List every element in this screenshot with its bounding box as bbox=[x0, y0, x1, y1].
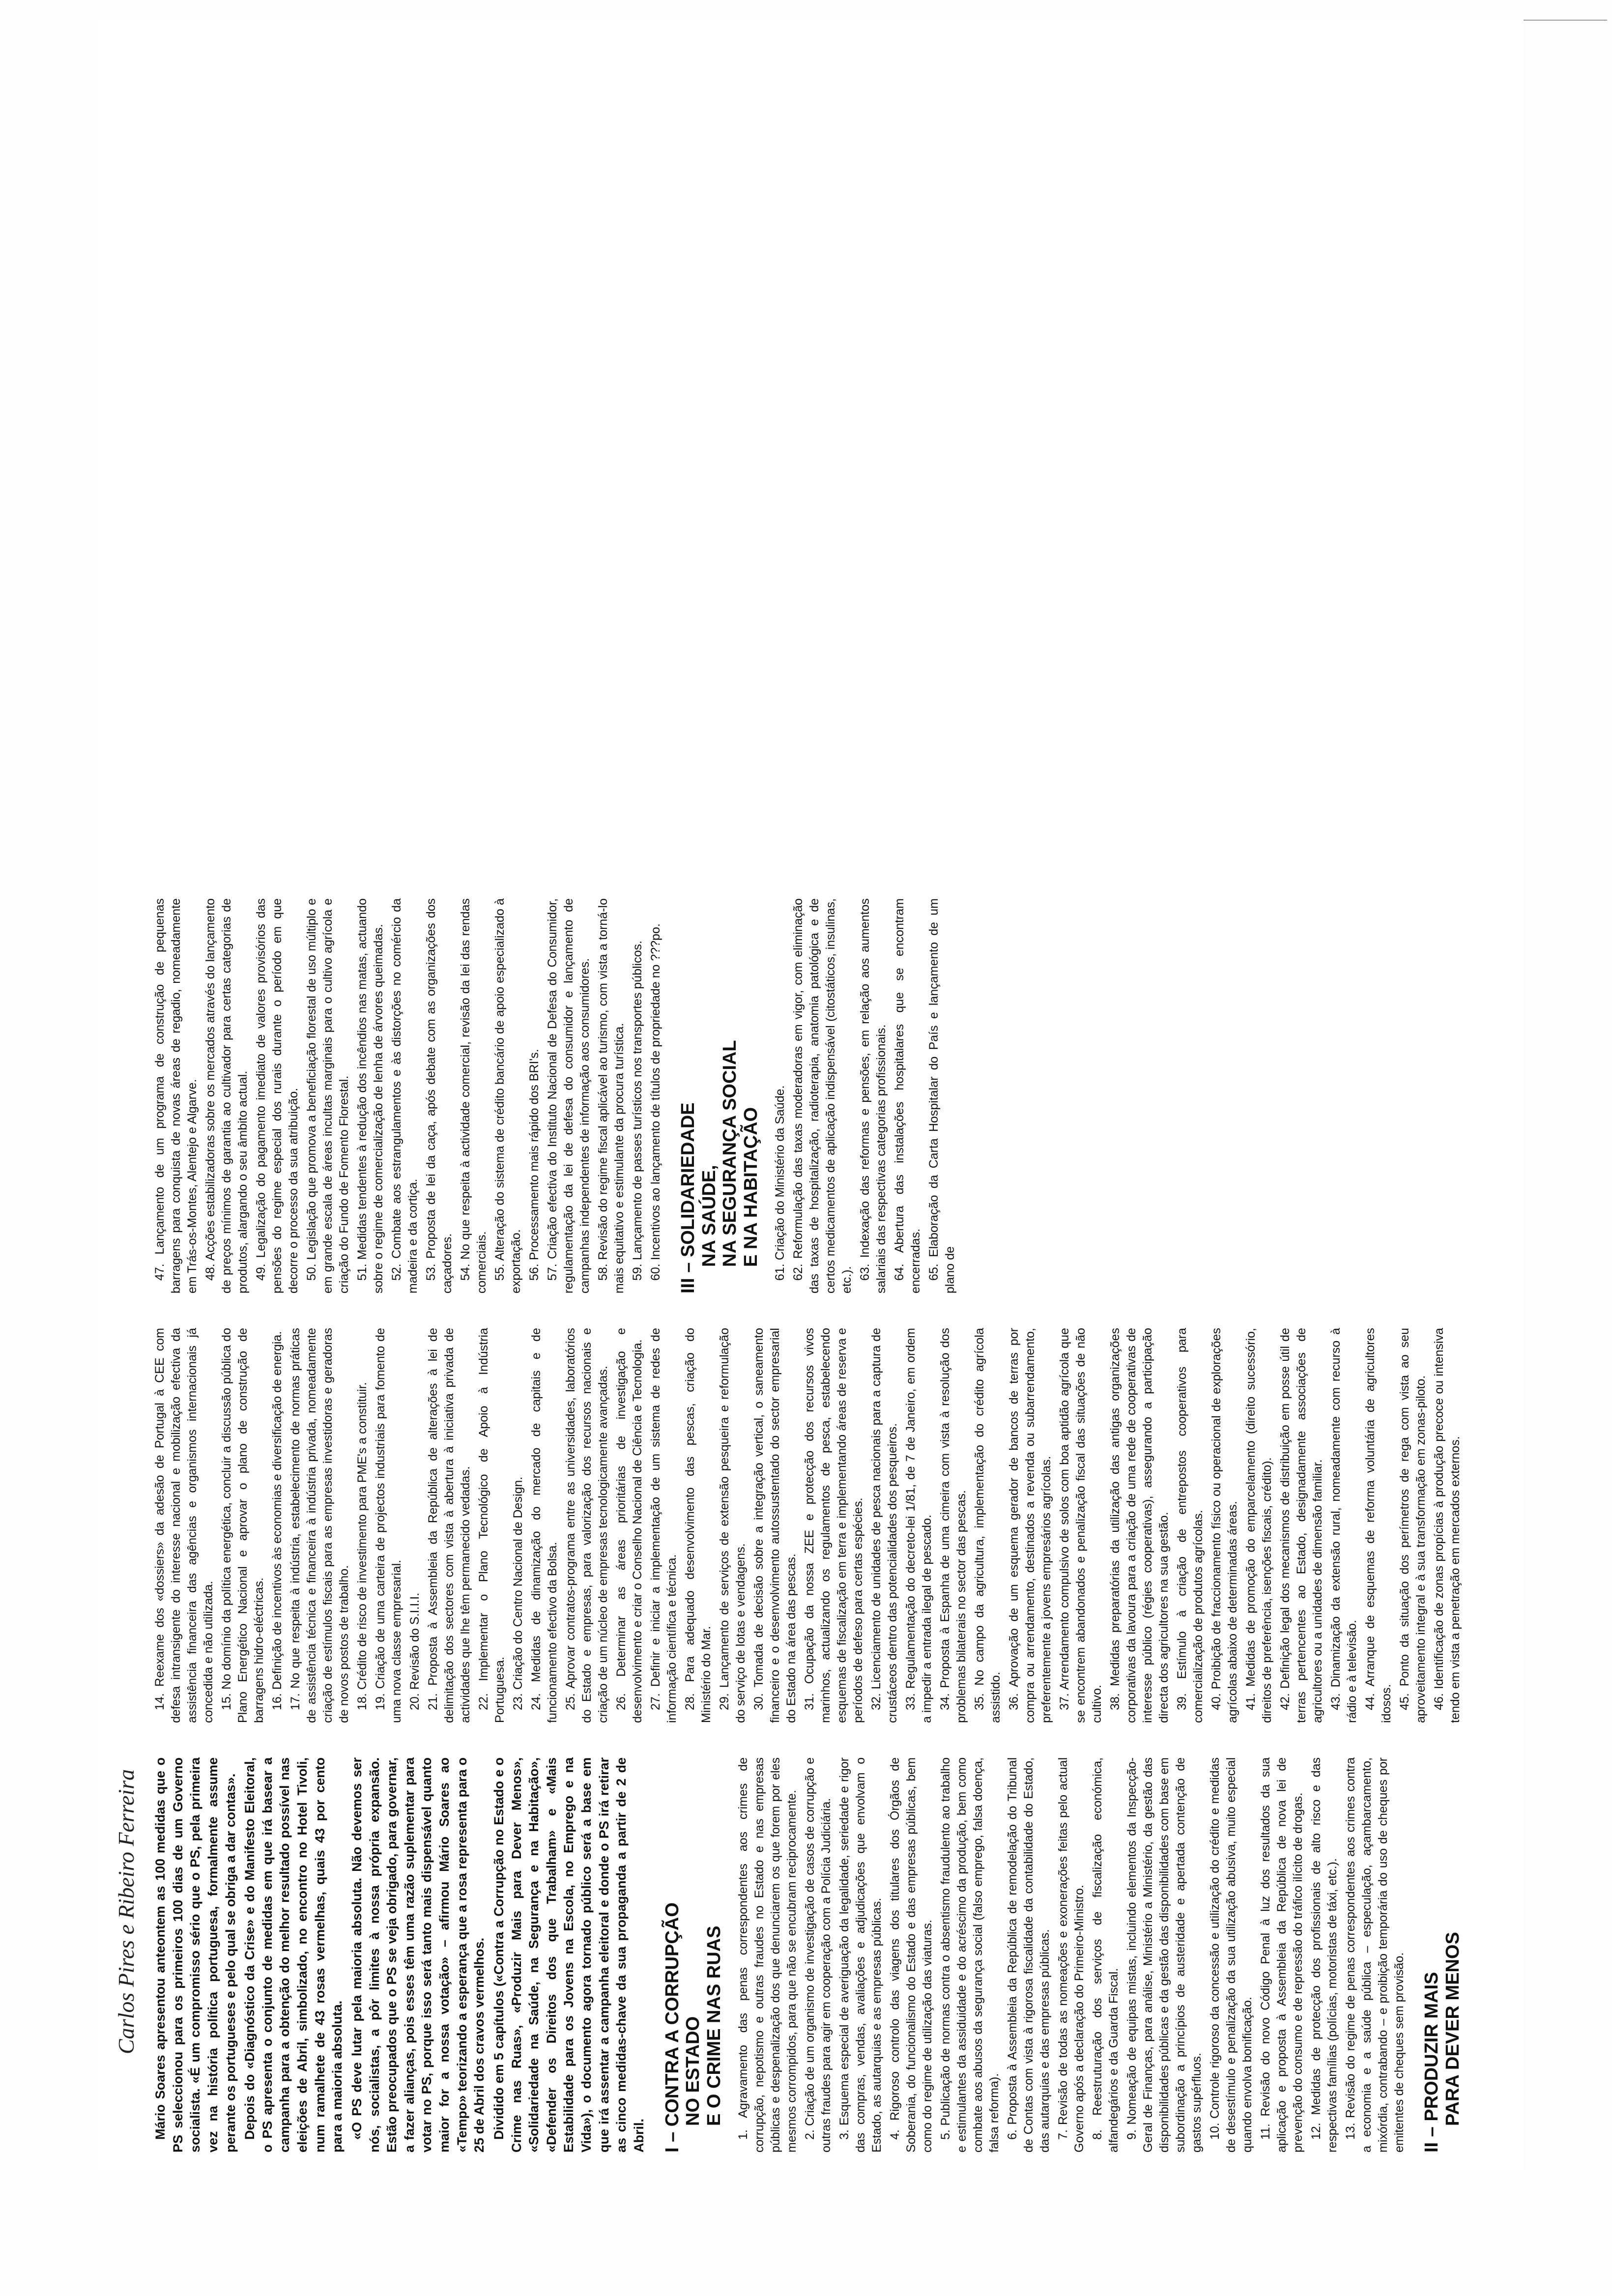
section-heading-2 bbox=[1421, 1757, 1463, 2152]
section-heading-1 bbox=[662, 1757, 725, 2152]
section-heading-line: I – CONTRA A CORRUPÇÃO bbox=[662, 1902, 683, 2152]
measure-item: 60. Incentivos ao lançamento de títulos de propriedade no ???po. bbox=[649, 923, 662, 1281]
measure-item: 19. Criação de uma carteira de projectos industriais para fomento de uma nova classe empresarial. bbox=[374, 1328, 403, 1723]
measure-item: 20. Revisão do S.I.I.I. bbox=[408, 1592, 422, 1710]
measure-item: 26. Determinar as áreas prioritárias de investigação e desenvolvimento e criar o Conselho Nacional de Ciência e Tecnologia. bbox=[614, 1328, 644, 1723]
measure-item: 58. Revisão do regime fiscal aplicável ao turismo, com vista a torná-lo mais equitativo e estimulante da procura turística. bbox=[596, 898, 626, 1293]
measure-item: 27. Definir e iniciar a implementação de um sistema de redes de informação científica e técnica. bbox=[649, 1328, 679, 1723]
measure-item: 56. Processamento mais rápido dos BRI's. bbox=[527, 1049, 541, 1281]
measure-item: 28. Para adequado desenvolvimento das pescas, criação do Ministério do Mar. bbox=[683, 1328, 713, 1723]
article-lead bbox=[152, 1757, 648, 2152]
newspaper-article bbox=[98, 20, 1524, 2172]
article-columns bbox=[152, 39, 1489, 2152]
measure-item: 42. Definição legal dos mecanismos de distribuição em posse útil de terras pertencentes ao Estado, designadamente associações de agricultores ou a unidades de dimensão familiar. bbox=[1278, 1328, 1324, 1723]
measure-item: 8. Reestruturação dos serviços de fiscalização económica, alfandegários e da Guarda Fiscal. bbox=[1091, 1757, 1121, 2152]
measure-item: 11. Revisão do novo Código Penal à luz dos resultados da sua aplicação e proposta à Assembleia da República de nova lei de prevenção do consumo e de repressão do tráfico ilícito de drogas. bbox=[1259, 1757, 1305, 2152]
measure-item: 10. Controle rigoroso da concessão e utilização do crédito e medidas de desestímulo e penalização da sua utilização abusiva, muito especial quando envolva bonificação. bbox=[1208, 1757, 1255, 2152]
measure-item: 59. Lançamento de passes turísticos nos transportes públicos. bbox=[631, 940, 644, 1281]
measure-item: 49. Legalização do pagamento imediato de valores provisórios das pensões do regime especial dos rurais durante o período em que decorre o processo da sua atribuição. bbox=[254, 898, 300, 1293]
measure-item: 14. Reexame dos «dossiers» da adesão de Portugal à CEE com defesa intransigente do interesse nacional e mobilização efectiva da assistência financeira das agências e organismos internacionais já concedida e não utilizada. bbox=[153, 1328, 215, 1723]
article-byline: Carlos Pires e Ribeiro Ferreira bbox=[114, 1769, 139, 2054]
measure-item: 1. Agravamento das penas correspondentes aos crimes de corrupção, nepotismo e outras fraudes no Estado e nas empresas públicas e despenalização dos que denunciarem os que forem por eles mesmos corrompidos, para que não se encubram reciprocamente. bbox=[736, 1757, 799, 2152]
measure-item: 54. No que respeita à actividade comercial, revisão da lei das rendas comerciais. bbox=[459, 898, 489, 1293]
section-heading-line: NA SEGURANÇA SOCIAL bbox=[720, 1040, 741, 1267]
measure-item: 52. Combate aos estrangulamentos e às distorções no comércio da madeira e da cortiça. bbox=[390, 898, 420, 1293]
measure-item: 6. Proposta à Assembleia da República de remodelação do Tribunal de Contas com vista à rigorosa fiscalidade da contabilidade do Estado, das autarquias e das empresas públicas. bbox=[1006, 1757, 1052, 2152]
section-heading-line: NA SAÚDE, bbox=[698, 1165, 720, 1267]
measure-item: 7. Revisão de todas as nomeações e exonerações feitas pelo actual Governo após a declaração do Primeiro-Ministro. bbox=[1056, 1757, 1087, 2152]
measure-item: 63. Indexação das reformas e pensões, em relação aos aumentos salariais das respectivas categorias profissionais. bbox=[858, 898, 889, 1293]
measure-item: 35. No campo da agricultura, implementação do crédito agrícola assistido. bbox=[973, 1328, 1003, 1723]
measure-item: 30. Tomada de decisão sobre a integração vertical, o saneamento financeiro e o desenvolvimento autossustentado do sector empresarial do Estado na área das pescas. bbox=[752, 1328, 798, 1723]
measure-item: 55. Alteração do sistema de crédito bancário de apoio especializado à exportação. bbox=[493, 898, 523, 1293]
measure-item: 24. Medidas de dinamização do mercado de capitais e de funcionamento efectivo da Bolsa. bbox=[529, 1328, 559, 1723]
measure-item: 61. Criação do Ministério da Saúde. bbox=[773, 1085, 787, 1281]
section-heading-line: E NA HABITAÇÃO bbox=[740, 1107, 761, 1267]
lead-paragraph: «O PS deve lutar pela maioria absoluta. Não devemos ser nós, socialistas, a pôr limites à nossa própria expansão. Estão preocupados que o PS se veja obrigado, para governar, a fazer alianças, pois esses têm uma razão suplementar para votar no PS, porque isso será tanto mais dispensável quanto maior for a nossa votação» – afirmou Mário Soares ao «Tempo» teorizando a esperança que a rosa representa para o 25 de Abril dos cravos vermelhos. bbox=[349, 1757, 487, 2152]
measure-item: 57. Criação efectiva do Instituto Nacional de Defesa do Consumidor, regulamentação da lei de defesa do consumidor e lançamento de campanhas independentes de informação aos consumidores. bbox=[546, 898, 592, 1293]
measure-item: 21. Proposta à Assembleia da República de alterações à lei de delimitação dos sectores com vista à abertura à iniciativa privada de actividades que lhe têm permanecido vedadas. bbox=[426, 1328, 472, 1723]
measure-item: 12. Medidas de protecção dos profissionais de alto risco e das respectivas famílias (polícias, motoristas de táxi, etc.). bbox=[1309, 1757, 1340, 2152]
measure-item: 53. Proposta de lei da caça, após debate com as organizações dos caçadores. bbox=[424, 898, 454, 1293]
measure-item: 65. Elaboração da Carta Hospitalar do País e lançamento de um plano de bbox=[927, 898, 957, 1293]
measure-item: 5. Publicação de normas contra o absentismo fraudulento ao trabalho e estimulantes da assiduidade e do acréscimo da produção, bem como combate aos abusos da segurança social (falso emprego, falsa doença, falsa reforma). bbox=[939, 1757, 1002, 2152]
measure-item: 39. Estímulo à criação de entrepostos cooperativos para comercialização de produtos agrícolas. bbox=[1175, 1328, 1205, 1723]
measure-item: 3. Esquema especial de averiguação da legalidade, seriedade e rigor das compras, vendas, avaliações e adjudicações que envolvam o Estado, as autarquias e as empresas públicas. bbox=[837, 1757, 884, 2152]
measure-item: 33. Regulamentação do decreto-lei 1/81, de 7 de Janeiro, em ordem a impedir a entrada ilegal de pescado. bbox=[904, 1328, 934, 1723]
measure-item: 18. Crédito de risco de investimento para PME's a constituir. bbox=[355, 1382, 369, 1710]
measure-item: 2. Criação de um organismo de investigação de casos de corrupção e outras fraudes para agir em cooperação com a Polícia Judiciária. bbox=[803, 1757, 834, 2152]
measure-item: 34. Proposta à Espanha de uma cimeira com vista à resolução dos problemas bilaterais no sector das pescas. bbox=[938, 1328, 968, 1723]
lead-paragraph: Mário Soares apresentou anteontem as 100 medidas que o PS seleccionou para os primeiros 100 dias de um Governo socialista. «É um compromisso sério que o PS, pela primeira vez na história política portuguesa, formalmente assume perante os portugueses e pelo qual se obriga a dar contas». bbox=[153, 1757, 238, 2152]
measure-item: 62. Reformulação das taxas moderadoras em vigor, com eliminação das taxas de hospitalização, radioterapia, anatomia patológica e de certos medicamentos de aplicação indispensável (citostáticos, insulinas, etc.). bbox=[791, 898, 854, 1293]
section-heading-3 bbox=[678, 898, 761, 1293]
measure-item: 16. Definição de incentivos às economias e diversificação de energia. bbox=[270, 1331, 284, 1710]
measure-item: 17. No que respeita à indústria, estabelecimento de normas práticas de assistência técnica e financeira à indústria privada, nomeadamente criação de estímulos fiscais para as empresas investidoras e geradoras de novos postos de trabalho. bbox=[288, 1328, 351, 1723]
section-heading-line: NO ESTADO bbox=[683, 2016, 704, 2126]
measure-item: 43. Dinamização da extensão rural, nomeadamente com recurso à rádio e à televisão. bbox=[1329, 1328, 1359, 1723]
measure-item: 44. Arranque de esquemas de reforma voluntária de agricultores idosos. bbox=[1363, 1328, 1393, 1723]
section-heading-line: II – PRODUZIR MAIS bbox=[1421, 1972, 1442, 2152]
measure-item: 22. Implementar o Plano Tecnológico de Apoio à Indústria Portuguesa. bbox=[477, 1328, 507, 1723]
measure-item: 13. Revisão do regime de penas correspondentes aos crimes contra a economia e a saúde pública – especulação, açambarcamento, mixórdia, contrabando – e proibição temporária do uso de cheques por emitentes de cheques sem provisão. bbox=[1344, 1757, 1407, 2152]
measure-item: 38. Medidas preparatórias da utilização das antigas organizações corporativas da lavoura para a criação de uma rede de cooperativas de interesse público (régies cooperativas), assegurando a participação directa dos agricultores na sua gestão. bbox=[1108, 1328, 1171, 1723]
section-heading-line: PARA DEVER MENOS bbox=[1442, 1932, 1463, 2126]
measure-item: 46. Identificação de zonas propícias à produção precoce ou intensiva tendo em vista a penetração em mercados externos. bbox=[1432, 1328, 1462, 1723]
measure-item: 29. Lançamento de serviços de extensão pesqueira e reformulação do serviço de lotas e vendagens. bbox=[718, 1328, 748, 1723]
section-heading-line: E O CRIME NAS RUAS bbox=[703, 1925, 724, 2126]
measure-item: 9. Nomeação de equipas mistas, incluindo elementos da Inspecção-Geral de Finanças, para análise, Ministério a Ministério, da gestão das disponibilidades públicas e da gestão das disponibilidades com base em subordinação a princípios de austeridade e apertada contenção de gastos supérfluos. bbox=[1125, 1757, 1204, 2152]
measure-item: 50. Legislação que promova a beneficiação florestal de uso múltiplo e em grande escala de áreas incultas marginais para o cultivo agrícola e criação do Fundo de Fomento Florestal. bbox=[305, 898, 351, 1293]
measure-item: 32. Licenciamento de unidades de pesca nacionais para a captura de crustáceos dentro das potencialidades dos pesqueiros. bbox=[869, 1328, 899, 1723]
measures-list-3 bbox=[772, 898, 958, 1293]
measures-list-1 bbox=[735, 1757, 1408, 2152]
measure-item: 51. Medidas tendentes à redução dos incêndios nas matas, actuando sobre o regime de comercialização de lenha de árvores queimadas. bbox=[355, 898, 385, 1293]
measure-item: 47. Lançamento de um programa de construção de pequenas barragens para conquista de novas áreas de regadio, nomeadamente em Trás-os-Montes, Alentejo e Algarve. bbox=[153, 898, 199, 1293]
lead-paragraph: Depois do «Diagnóstico da Crise» e do Manifesto Eleitoral, o PS apresenta o conjunto de medidas em que irá basear a campanha para a obtenção do melhor resultado possível nas eleições de Abril, simbolizado, no encontro no Hotel Tivoli, num ramalhete de 43 rosas vermelhas, quais 43 por cento para a maioria absoluta. bbox=[242, 1757, 345, 2152]
measure-item: 15. No domínio da política energética, concluir a discussão pública do Plano Energético Nacional e aprovar o plano de construção de barragens hidro-eléctricas. bbox=[220, 1328, 266, 1723]
measure-item: 40. Proibição de fraccionamento físico ou operacional de explorações agrícolas abaixo de determinadas áreas. bbox=[1209, 1328, 1239, 1723]
measure-item: 45. Ponto da situação dos perímetros de rega com vista ao seu aproveitamento integral e à sua transformação em zonas-piloto. bbox=[1398, 1328, 1428, 1723]
measure-item: 64. Abertura das instalações hospitalares que se encontram encerradas. bbox=[892, 898, 923, 1293]
measure-item: 37. Arrendamento compulsivo de solos com boa aptidão agrícola que se encontrem abandonados e penalização fiscal das situações de não cultivo. bbox=[1058, 1328, 1104, 1723]
measure-item: 41. Medidas de promoção do emparcelamento (direito sucessório, direitos de preferência, isenções fiscais, crédito). bbox=[1244, 1328, 1274, 1723]
section-heading-line: III – SOLIDARIEDADE bbox=[678, 1102, 698, 1293]
measure-item: 36. Aprovação de um esquema gerador de bancos de terras por compra ou arrendamento, destinados a revenda ou subarrendamento, preferentemente a jovens empresários agrícolas. bbox=[1007, 1328, 1053, 1723]
measure-item: 48. Acções estabilizadoras sobre os mercados através do lançamento de preços mínimos de garantia ao cultivador para certas categorias de produtos, alargando o seu âmbito actual. bbox=[203, 898, 250, 1293]
measure-item: 25. Aprovar contratos-programa entre as universidades, laboratórios do Estado e empresas, para valorização dos recursos nacionais e criação de um núcleo de empresas tecnologicamente avançadas. bbox=[564, 1328, 610, 1723]
measure-item: 31. Ocupação da nossa ZEE e protecção dos recursos vivos marinhos, actualizando os regulamentos de pesca, estabelecendo esquemas de fiscalização em terra e implementando áreas de reserva e períodos de defeso para certas espécies. bbox=[803, 1328, 865, 1723]
lead-paragraph: Dividido em 5 capítulos («Contra a Corrupção no Estado e o Crime nas Ruas», «Produzir Mais para Dever Menos», «Solidariedade na Saúde, na Segurança e na Habitação», «Defender os Direitos dos que Trabalham» e «Mais Estabilidade para os Jovens na Escola, no Emprego e na Vida»), o documento agora tornado público será a base em que irá assentar a campanha eleitoral e donde o PS irá retirar as cinco medidas-chave da sua propaganda a partir de 2 de Abril. bbox=[491, 1757, 646, 2152]
measure-item: 4. Rigoroso controlo das viagens dos titulares dos Órgãos de Soberania, do funcionalismo do Estado e das empresas públicas, bem como do regime de utilização das viaturas. bbox=[888, 1757, 935, 2152]
measure-item: 23. Criação do Centro Nacional de Design. bbox=[511, 1476, 525, 1710]
